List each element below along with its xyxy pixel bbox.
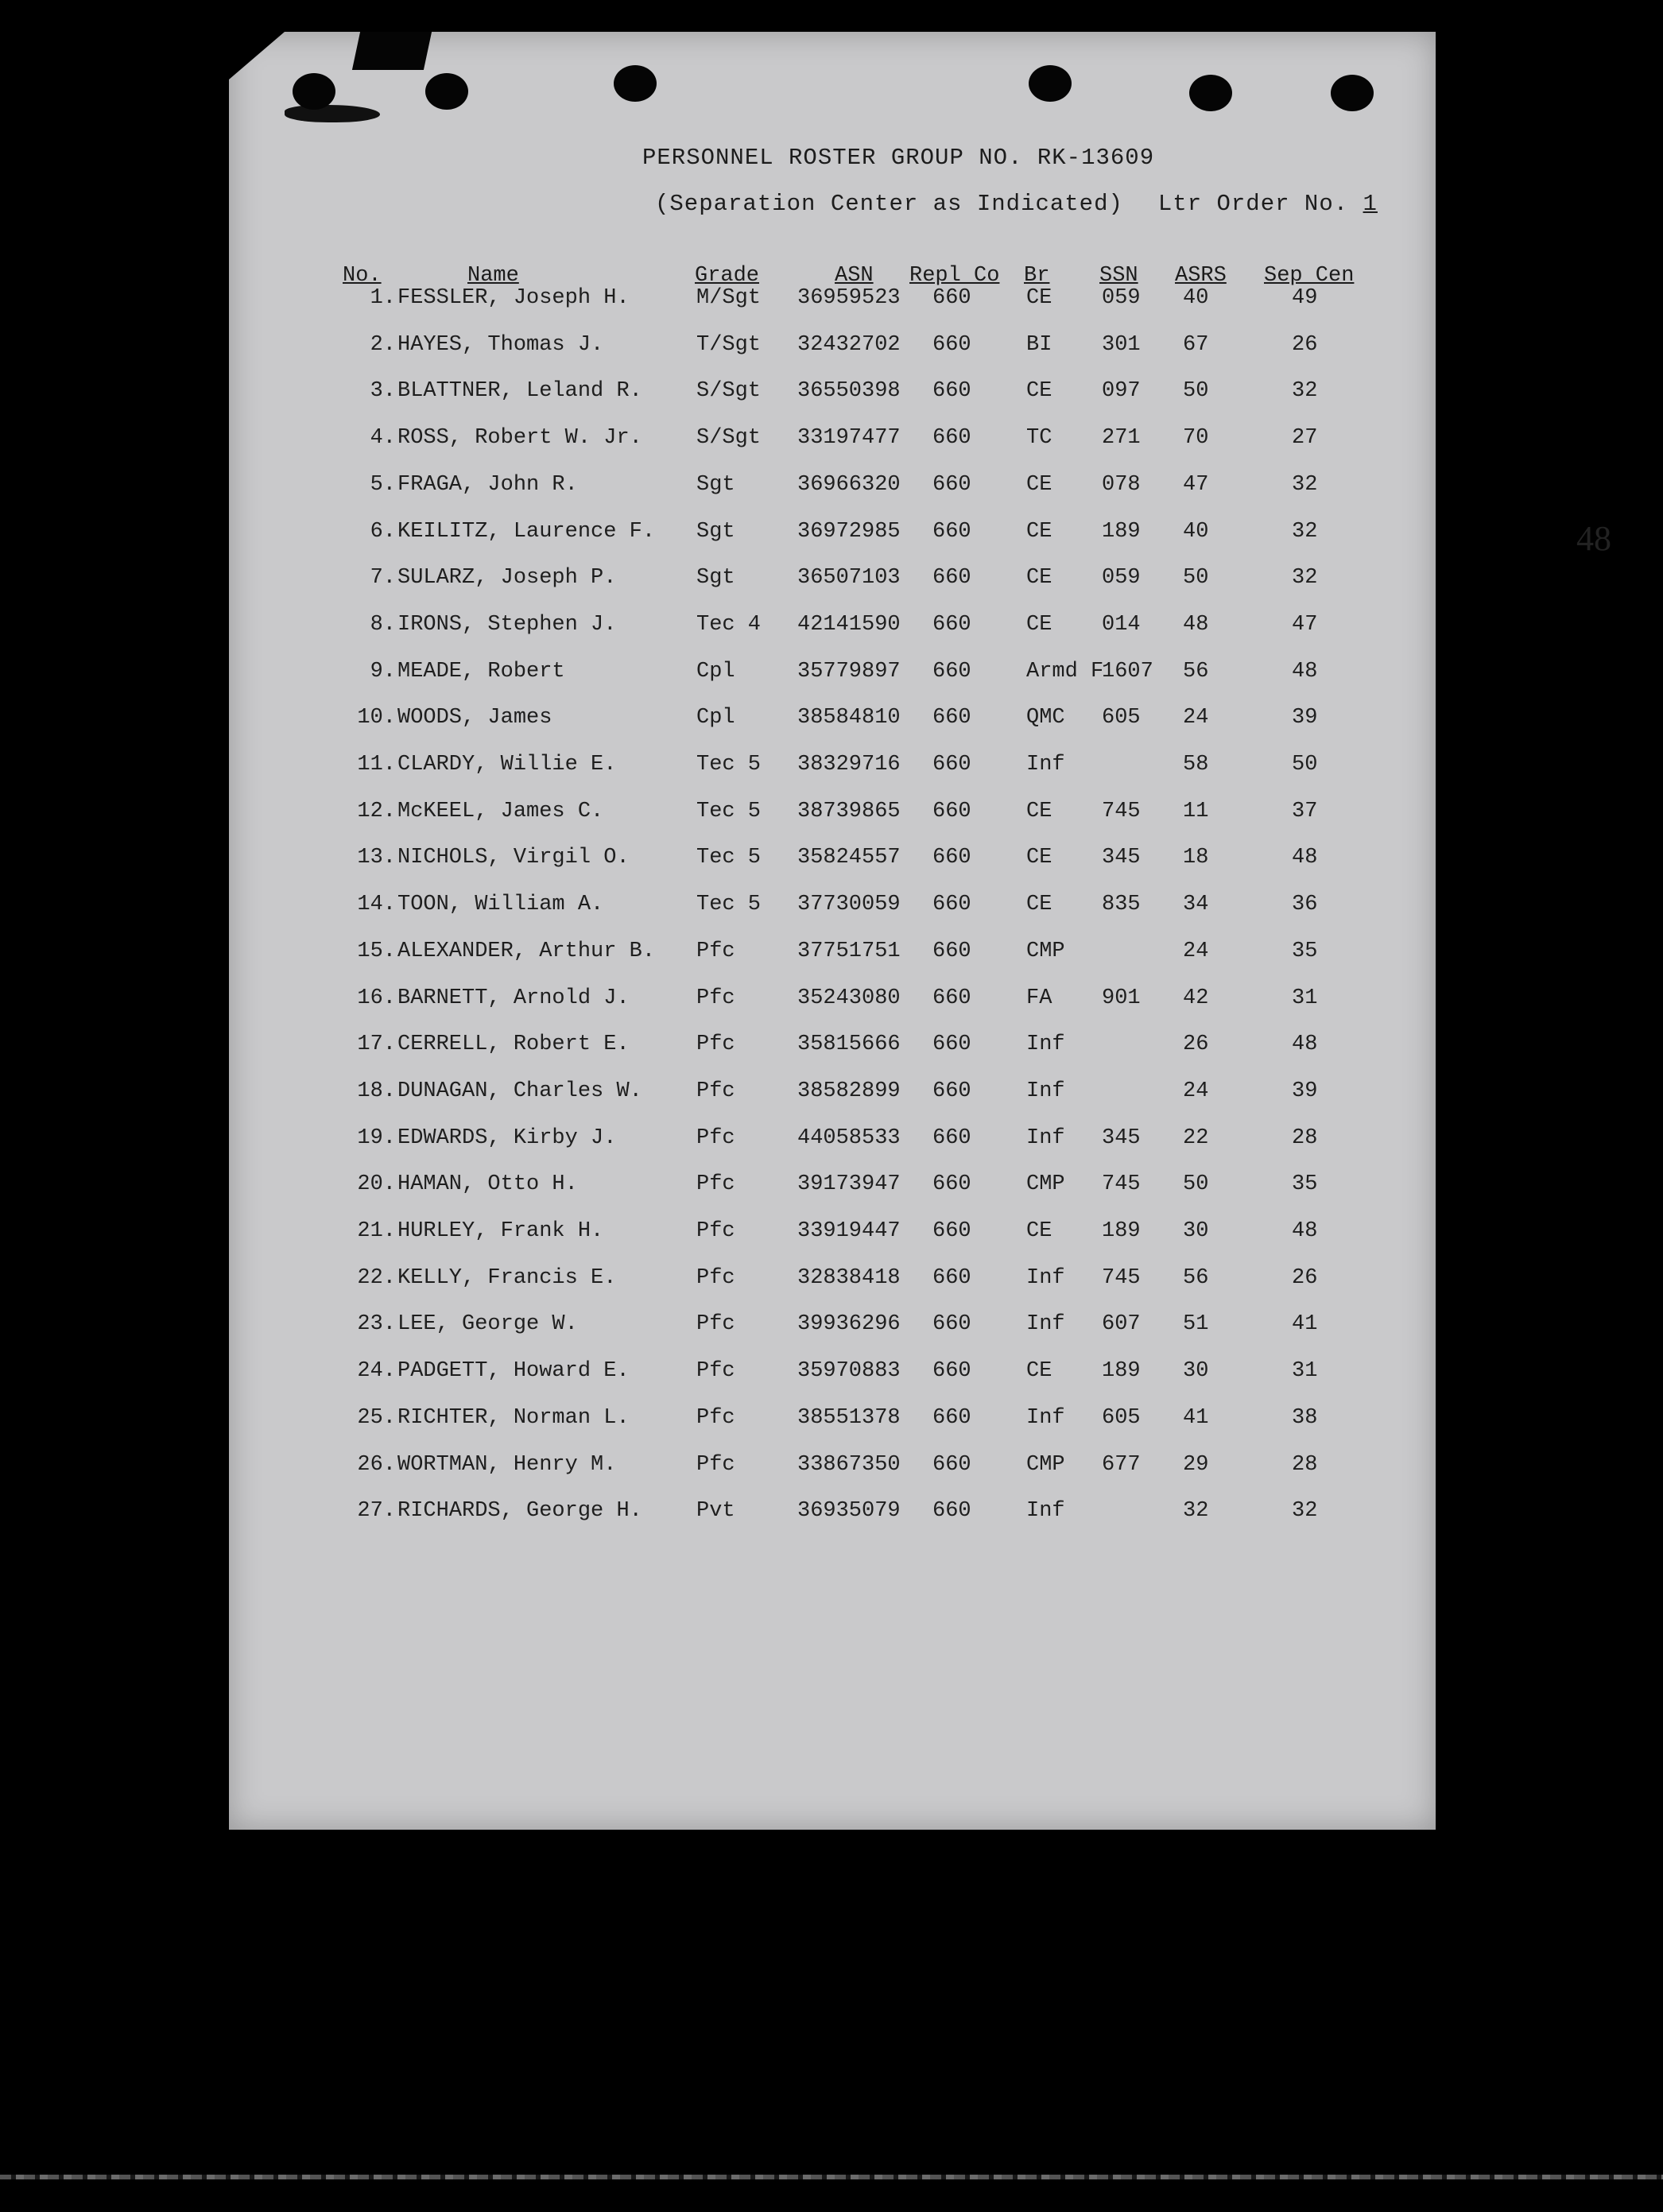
row-sep-cen: 27: [1292, 426, 1318, 451]
row-repl-co: 660: [932, 612, 971, 637]
row-asrs: 70: [1183, 426, 1209, 451]
row-repl-co: 660: [932, 519, 971, 544]
row-number: 25.: [357, 1405, 396, 1430]
column-header-asn: ASN: [835, 264, 874, 288]
row-repl-co: 660: [932, 1405, 971, 1430]
row-asrs: 50: [1183, 566, 1209, 591]
row-branch: TC: [1026, 426, 1052, 451]
row-name: MEADE, Robert: [397, 659, 565, 684]
row-sep-cen: 31: [1292, 986, 1318, 1010]
row-ssn: 1607: [1102, 659, 1153, 684]
row-grade: Pfc: [696, 1265, 735, 1290]
row-asrs: 29: [1183, 1452, 1209, 1477]
row-number: 4.: [370, 426, 396, 451]
row-asrs: 24: [1183, 706, 1209, 730]
row-sep-cen: 32: [1292, 472, 1318, 497]
table-row: [229, 706, 1436, 738]
row-grade: Sgt: [696, 472, 735, 497]
row-repl-co: 660: [932, 332, 971, 357]
row-grade: Pfc: [696, 1032, 735, 1057]
table-row: [229, 660, 1436, 691]
row-branch: CE: [1026, 893, 1052, 917]
row-repl-co: 660: [932, 706, 971, 730]
row-sep-cen: 39: [1292, 1079, 1318, 1103]
binder-hole: [293, 73, 335, 110]
row-name: KEILITZ, Laurence F.: [397, 519, 656, 544]
row-number: 21.: [357, 1219, 396, 1243]
row-sep-cen: 48: [1292, 659, 1318, 684]
row-repl-co: 660: [932, 1499, 971, 1524]
row-number: 27.: [357, 1499, 396, 1524]
row-grade: Pfc: [696, 939, 735, 963]
table-row: [229, 893, 1436, 924]
row-name: RICHARDS, George H.: [397, 1499, 642, 1524]
row-name: ALEXANDER, Arthur B.: [397, 939, 656, 963]
row-ssn: 097: [1102, 379, 1141, 404]
row-grade: Sgt: [696, 566, 735, 591]
paper-tab-notch: [352, 32, 432, 70]
table-row: [229, 1126, 1436, 1158]
row-name: McKEEL, James C.: [397, 799, 604, 823]
row-repl-co: 660: [932, 939, 971, 963]
row-grade: S/Sgt: [696, 379, 762, 404]
row-asrs: 41: [1183, 1405, 1209, 1430]
row-repl-co: 660: [932, 893, 971, 917]
row-branch: CE: [1026, 1219, 1052, 1243]
row-name: EDWARDS, Kirby J.: [397, 1125, 617, 1150]
row-number: 8.: [370, 612, 396, 637]
row-branch: CE: [1026, 566, 1052, 591]
row-name: LEE, George W.: [397, 1312, 578, 1337]
ink-smudge: [285, 105, 380, 122]
row-number: 24.: [357, 1359, 396, 1384]
row-ssn: 271: [1102, 426, 1141, 451]
row-repl-co: 660: [932, 426, 971, 451]
table-row: [229, 286, 1436, 318]
row-repl-co: 660: [932, 286, 971, 310]
row-ssn: 901: [1102, 986, 1141, 1010]
row-asn: 42141590: [797, 612, 901, 637]
row-sep-cen: 41: [1292, 1312, 1318, 1337]
row-name: TOON, William A.: [397, 893, 604, 917]
binder-hole: [614, 65, 657, 102]
row-asn: 39173947: [797, 1172, 901, 1197]
table-row: [229, 333, 1436, 365]
row-repl-co: 660: [932, 1359, 971, 1384]
row-asn: 37730059: [797, 893, 901, 917]
row-asn: 38551378: [797, 1405, 901, 1430]
row-branch: CE: [1026, 799, 1052, 823]
row-number: 11.: [357, 753, 396, 777]
row-sep-cen: 49: [1292, 286, 1318, 310]
row-asn: 38329716: [797, 753, 901, 777]
row-name: BARNETT, Arnold J.: [397, 986, 630, 1010]
row-name: BLATTNER, Leland R.: [397, 379, 642, 404]
row-sep-cen: 35: [1292, 1172, 1318, 1197]
row-asrs: 47: [1183, 472, 1209, 497]
row-grade: M/Sgt: [696, 286, 762, 310]
row-repl-co: 660: [932, 799, 971, 823]
row-branch: Inf: [1026, 1312, 1065, 1337]
row-branch: Inf: [1026, 1405, 1065, 1430]
row-ssn: 189: [1102, 1219, 1141, 1243]
row-asn: 36550398: [797, 379, 901, 404]
row-branch: Armd F: [1026, 659, 1104, 684]
row-branch: QMC: [1026, 706, 1065, 730]
row-ssn: 607: [1102, 1312, 1141, 1337]
row-asrs: 50: [1183, 379, 1209, 404]
row-grade: Pfc: [696, 1219, 735, 1243]
table-row: [229, 1266, 1436, 1298]
row-sep-cen: 32: [1292, 1499, 1318, 1524]
row-number: 17.: [357, 1032, 396, 1057]
row-name: HAYES, Thomas J.: [397, 332, 604, 357]
table-row: [229, 1032, 1436, 1064]
row-name: HURLEY, Frank H.: [397, 1219, 604, 1243]
row-ssn: 014: [1102, 612, 1141, 637]
row-asn: 38584810: [797, 706, 901, 730]
row-asrs: 42: [1183, 986, 1209, 1010]
row-asrs: 24: [1183, 1079, 1209, 1103]
row-asn: 36966320: [797, 472, 901, 497]
row-repl-co: 660: [932, 1172, 971, 1197]
row-grade: Pfc: [696, 986, 735, 1010]
row-asn: 32838418: [797, 1265, 901, 1290]
row-name: FESSLER, Joseph H.: [397, 286, 630, 310]
row-grade: Tec 4: [696, 612, 762, 637]
row-branch: CMP: [1026, 939, 1065, 963]
row-asn: 38739865: [797, 799, 901, 823]
row-asrs: 48: [1183, 612, 1209, 637]
row-sep-cen: 26: [1292, 1265, 1318, 1290]
row-repl-co: 660: [932, 1032, 971, 1057]
column-header-br: Br: [1024, 264, 1050, 288]
row-name: SULARZ, Joseph P.: [397, 566, 617, 591]
row-ssn: 677: [1102, 1452, 1141, 1477]
row-grade: T/Sgt: [696, 332, 762, 357]
row-repl-co: 660: [932, 659, 971, 684]
row-number: 14.: [357, 893, 396, 917]
row-number: 13.: [357, 846, 396, 870]
row-asn: 33919447: [797, 1219, 901, 1243]
row-grade: Tec 5: [696, 893, 762, 917]
table-row: [229, 520, 1436, 552]
row-name: CERRELL, Robert E.: [397, 1032, 630, 1057]
row-sep-cen: 26: [1292, 332, 1318, 357]
row-repl-co: 660: [932, 1125, 971, 1150]
row-repl-co: 660: [932, 1219, 971, 1243]
row-number: 2.: [370, 332, 396, 357]
row-repl-co: 660: [932, 1079, 971, 1103]
row-repl-co: 660: [932, 1312, 971, 1337]
row-branch: Inf: [1026, 1265, 1065, 1290]
row-asn: 37751751: [797, 939, 901, 963]
row-grade: Tec 5: [696, 753, 762, 777]
row-branch: Inf: [1026, 753, 1065, 777]
row-ssn: 605: [1102, 1405, 1141, 1430]
row-sep-cen: 32: [1292, 379, 1318, 404]
row-grade: Pfc: [696, 1172, 735, 1197]
row-sep-cen: 39: [1292, 706, 1318, 730]
table-row: [229, 1079, 1436, 1111]
binder-hole: [1331, 75, 1374, 111]
row-grade: Tec 5: [696, 799, 762, 823]
row-asrs: 30: [1183, 1219, 1209, 1243]
row-asrs: 40: [1183, 286, 1209, 310]
table-row: [229, 1499, 1436, 1531]
row-name: HAMAN, Otto H.: [397, 1172, 578, 1197]
table-row: [229, 846, 1436, 877]
row-ssn: 189: [1102, 1359, 1141, 1384]
row-asrs: 56: [1183, 659, 1209, 684]
row-sep-cen: 47: [1292, 612, 1318, 637]
row-asn: 35824557: [797, 846, 901, 870]
row-asn: 35779897: [797, 659, 901, 684]
row-name: NICHOLS, Virgil O.: [397, 846, 630, 870]
torn-corner: [229, 32, 285, 79]
column-header-ssn: SSN: [1099, 264, 1138, 288]
row-sep-cen: 28: [1292, 1125, 1318, 1150]
roster-subtitle: (Separation Center as Indicated): [655, 191, 1123, 217]
row-sep-cen: 35: [1292, 939, 1318, 963]
row-asrs: 56: [1183, 1265, 1209, 1290]
row-asn: 36972985: [797, 519, 901, 544]
row-ssn: 078: [1102, 472, 1141, 497]
row-number: 23.: [357, 1312, 396, 1337]
binder-hole: [1189, 75, 1232, 111]
row-asrs: 40: [1183, 519, 1209, 544]
row-number: 5.: [370, 472, 396, 497]
row-asn: 35815666: [797, 1032, 901, 1057]
row-asrs: 51: [1183, 1312, 1209, 1337]
row-ssn: 059: [1102, 286, 1141, 310]
row-ssn: 835: [1102, 893, 1141, 917]
row-asn: 35970883: [797, 1359, 901, 1384]
row-ssn: 745: [1102, 799, 1141, 823]
row-repl-co: 660: [932, 846, 971, 870]
row-asn: 32432702: [797, 332, 901, 357]
row-branch: Inf: [1026, 1499, 1065, 1524]
table-row: [229, 939, 1436, 971]
row-name: IRONS, Stephen J.: [397, 612, 617, 637]
row-number: 7.: [370, 566, 396, 591]
row-asrs: 32: [1183, 1499, 1209, 1524]
table-row: [229, 566, 1436, 598]
row-branch: CE: [1026, 286, 1052, 310]
row-branch: FA: [1026, 986, 1052, 1010]
row-branch: Inf: [1026, 1079, 1065, 1103]
row-ssn: 745: [1102, 1172, 1141, 1197]
row-number: 10.: [357, 706, 396, 730]
row-ssn: 345: [1102, 1125, 1141, 1150]
row-branch: Inf: [1026, 1125, 1065, 1150]
row-number: 20.: [357, 1172, 396, 1197]
row-asn: 33867350: [797, 1452, 901, 1477]
row-name: WORTMAN, Henry M.: [397, 1452, 617, 1477]
row-branch: BI: [1026, 332, 1052, 357]
column-header-sep: Sep Cen: [1264, 264, 1355, 288]
ltr-order-label: Ltr Order No.: [1157, 191, 1349, 217]
row-asrs: 11: [1183, 799, 1209, 823]
roster-page: [229, 32, 1611, 1830]
row-repl-co: 660: [932, 1265, 971, 1290]
row-asn: 44058533: [797, 1125, 901, 1150]
row-name: ROSS, Robert W. Jr.: [397, 426, 642, 451]
row-grade: Cpl: [696, 706, 735, 730]
ltr-order-number: 1: [1363, 191, 1378, 217]
row-branch: CE: [1026, 1359, 1052, 1384]
row-number: 1.: [370, 286, 396, 310]
row-grade: Pfc: [696, 1405, 735, 1430]
row-asrs: 67: [1183, 332, 1209, 357]
row-branch: CE: [1026, 612, 1052, 637]
row-sep-cen: 50: [1292, 753, 1318, 777]
row-ssn: 301: [1102, 332, 1141, 357]
row-grade: Pvt: [696, 1499, 735, 1524]
table-row: [229, 1312, 1436, 1344]
row-sep-cen: 31: [1292, 1359, 1318, 1384]
table-row: [229, 1172, 1436, 1204]
row-sep-cen: 48: [1292, 1032, 1318, 1057]
table-row: [229, 426, 1436, 458]
column-header-name: Name: [467, 264, 519, 288]
table-row: [229, 473, 1436, 505]
table-row: [229, 753, 1436, 784]
row-asrs: 30: [1183, 1359, 1209, 1384]
row-ssn: 059: [1102, 566, 1141, 591]
row-number: 9.: [370, 659, 396, 684]
table-row: [229, 1453, 1436, 1485]
row-name: PADGETT, Howard E.: [397, 1359, 630, 1384]
row-branch: Inf: [1026, 1032, 1065, 1057]
row-number: 18.: [357, 1079, 396, 1103]
row-repl-co: 660: [932, 379, 971, 404]
column-header-no: No.: [343, 264, 382, 288]
row-grade: Tec 5: [696, 846, 762, 870]
row-sep-cen: 32: [1292, 566, 1318, 591]
row-sep-cen: 37: [1292, 799, 1318, 823]
table-row: [229, 800, 1436, 831]
row-name: WOODS, James: [397, 706, 552, 730]
column-header-repl: Repl Co: [909, 264, 1000, 288]
row-asn: 36935079: [797, 1499, 901, 1524]
film-edge: [0, 2175, 1663, 2179]
row-grade: Pfc: [696, 1312, 735, 1337]
row-sep-cen: 38: [1292, 1405, 1318, 1430]
row-number: 26.: [357, 1452, 396, 1477]
table-row: [229, 1359, 1436, 1391]
column-header-grade: Grade: [695, 264, 760, 288]
table-row: [229, 379, 1436, 411]
row-asn: 33197477: [797, 426, 901, 451]
row-number: 22.: [357, 1265, 396, 1290]
row-name: DUNAGAN, Charles W.: [397, 1079, 642, 1103]
row-repl-co: 660: [932, 566, 971, 591]
table-row: [229, 613, 1436, 645]
roster-subtitle-line: [655, 191, 1378, 217]
row-asrs: 26: [1183, 1032, 1209, 1057]
row-name: CLARDY, Willie E.: [397, 753, 617, 777]
column-header-asrs: ASRS: [1175, 264, 1227, 288]
table-row: [229, 1219, 1436, 1251]
row-sep-cen: 48: [1292, 846, 1318, 870]
row-asrs: 50: [1183, 1172, 1209, 1197]
row-grade: Cpl: [696, 659, 735, 684]
row-name: FRAGA, John R.: [397, 472, 578, 497]
row-asrs: 18: [1183, 846, 1209, 870]
row-ssn: 605: [1102, 706, 1141, 730]
row-number: 3.: [370, 379, 396, 404]
row-grade: Pfc: [696, 1359, 735, 1384]
row-asrs: 24: [1183, 939, 1209, 963]
row-repl-co: 660: [932, 472, 971, 497]
row-asn: 36507103: [797, 566, 901, 591]
row-asn: 36959523: [797, 286, 901, 310]
margin-handwritten-number: 48: [1576, 519, 1611, 558]
row-number: 15.: [357, 939, 396, 963]
row-asrs: 58: [1183, 753, 1209, 777]
row-sep-cen: 36: [1292, 893, 1318, 917]
row-grade: Pfc: [696, 1452, 735, 1477]
row-sep-cen: 48: [1292, 1219, 1318, 1243]
row-branch: CE: [1026, 846, 1052, 870]
row-name: RICHTER, Norman L.: [397, 1405, 630, 1430]
row-repl-co: 660: [932, 1452, 971, 1477]
binder-hole: [425, 73, 468, 110]
row-ssn: 189: [1102, 519, 1141, 544]
row-ssn: 345: [1102, 846, 1141, 870]
row-number: 6.: [370, 519, 396, 544]
row-grade: Sgt: [696, 519, 735, 544]
table-row: [229, 986, 1436, 1018]
row-ssn: 745: [1102, 1265, 1141, 1290]
row-branch: CE: [1026, 379, 1052, 404]
table-row: [229, 1406, 1436, 1438]
row-repl-co: 660: [932, 986, 971, 1010]
row-sep-cen: 32: [1292, 519, 1318, 544]
row-number: 16.: [357, 986, 396, 1010]
row-asn: 38582899: [797, 1079, 901, 1103]
row-grade: S/Sgt: [696, 426, 762, 451]
row-branch: CE: [1026, 472, 1052, 497]
row-number: 12.: [357, 799, 396, 823]
row-asrs: 22: [1183, 1125, 1209, 1150]
binder-hole: [1029, 65, 1072, 102]
row-sep-cen: 28: [1292, 1452, 1318, 1477]
row-asn: 39936296: [797, 1312, 901, 1337]
row-repl-co: 660: [932, 753, 971, 777]
row-asrs: 34: [1183, 893, 1209, 917]
row-number: 19.: [357, 1125, 396, 1150]
row-branch: CE: [1026, 519, 1052, 544]
row-name: KELLY, Francis E.: [397, 1265, 617, 1290]
row-grade: Pfc: [696, 1125, 735, 1150]
row-grade: Pfc: [696, 1079, 735, 1103]
row-branch: CMP: [1026, 1172, 1065, 1197]
row-asn: 35243080: [797, 986, 901, 1010]
roster-title: PERSONNEL ROSTER GROUP NO. RK-13609: [642, 145, 1155, 171]
row-branch: CMP: [1026, 1452, 1065, 1477]
